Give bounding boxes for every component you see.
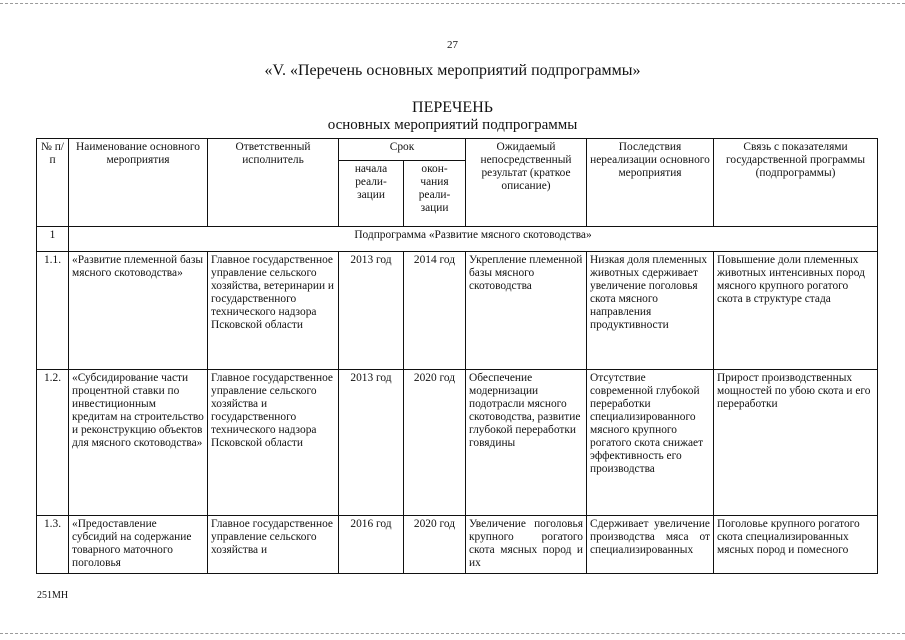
row-start: 2016 год [339,516,404,574]
list-title: ПЕРЕЧЕНЬ [412,99,493,116]
row-result: Обеспечение модернизации подотрасли мясного скотоводства, развитие глубокой переработки говядины [466,370,587,516]
row-link: Поголовье крупного рогатого скота специализированных мясных пород и помесного [714,516,878,574]
row-executor: Главное государственное управление сельского хозяйства, ветеринарии и государственного технического надзора Псковской области [208,252,339,370]
subprogram-row [37,227,878,252]
scan-edge-top [0,3,905,4]
row-name: «Предоставление субсидий на содержание товарного маточного поголовья [69,516,208,574]
section-title: «V. «Перечень основных мероприятий подпрограммы» [264,62,641,79]
row-executor: Главное государственное управление сельского хозяйства и государственного технического надзора Псковской области [208,370,339,516]
header-start: начала реали- зации [339,161,404,227]
footer-code: 251МН [37,590,69,601]
header-term: Срок [339,139,466,161]
header-executor: Ответственный исполнитель [208,139,339,227]
header-end: окон- чания реали- зации [404,161,466,227]
row-num: 1.3. [37,516,69,574]
row-link: Прирост производственных мощностей по убою скота и его переработки [714,370,878,516]
table-row [37,252,878,370]
table-row [37,516,878,574]
row-consequences: Низкая доля племенных животных сдерживает увеличение поголовья скота мясного направления продуктивности [587,252,714,370]
row-num: 1.1. [37,252,69,370]
row-end: 2020 год [404,370,466,516]
header-row [37,139,878,161]
row-end: 2014 год [404,252,466,370]
row-executor: Главное государственное управление сельского хозяйства и [208,516,339,574]
row-name: «Субсидирование части процентной ставки по инвестиционным кредитам на строительство и реконструкцию объектов для мясного скотоводства» [69,370,208,516]
row-consequences: Отсутствие современной глубокой переработки специализированного мясного крупного рогатого скота снижает эффективность его производства [587,370,714,516]
subprogram-num: 1 [37,227,69,252]
header-consequences: Последствия нереализации основного мероприятия [587,139,714,227]
row-start: 2013 год [339,370,404,516]
header-num: № п/п [37,139,69,227]
header-link: Связь с показателями государственной программы (подпрограммы) [714,139,878,227]
row-result: Укрепление племенной базы мясного скотоводства [466,252,587,370]
row-result: Увеличение поголовья крупного рогатого скота мясных пород и их [466,516,587,574]
list-subtitle: основных мероприятий подпрограммы [327,117,578,133]
row-end: 2020 год [404,516,466,574]
header-result: Ожидаемый непосредственный результат (краткое описание) [466,139,587,227]
subprogram-title: Подпрограмма «Развитие мясного скотоводства» [69,227,878,252]
header-name: Наименование основного мероприятия [69,139,208,227]
table-row [37,370,878,516]
row-consequences: Сдерживает увеличение производства мяса от специализированных [587,516,714,574]
row-start: 2013 год [339,252,404,370]
activities-table [36,138,878,574]
row-name: «Развитие племенной базы мясного скотоводства» [69,252,208,370]
row-link: Повышение доли племенных животных интенсивных пород мясного крупного рогатого скота в структуре стада [714,252,878,370]
page-number: 27 [447,39,458,51]
scan-edge-bottom [0,633,905,634]
row-num: 1.2. [37,370,69,516]
